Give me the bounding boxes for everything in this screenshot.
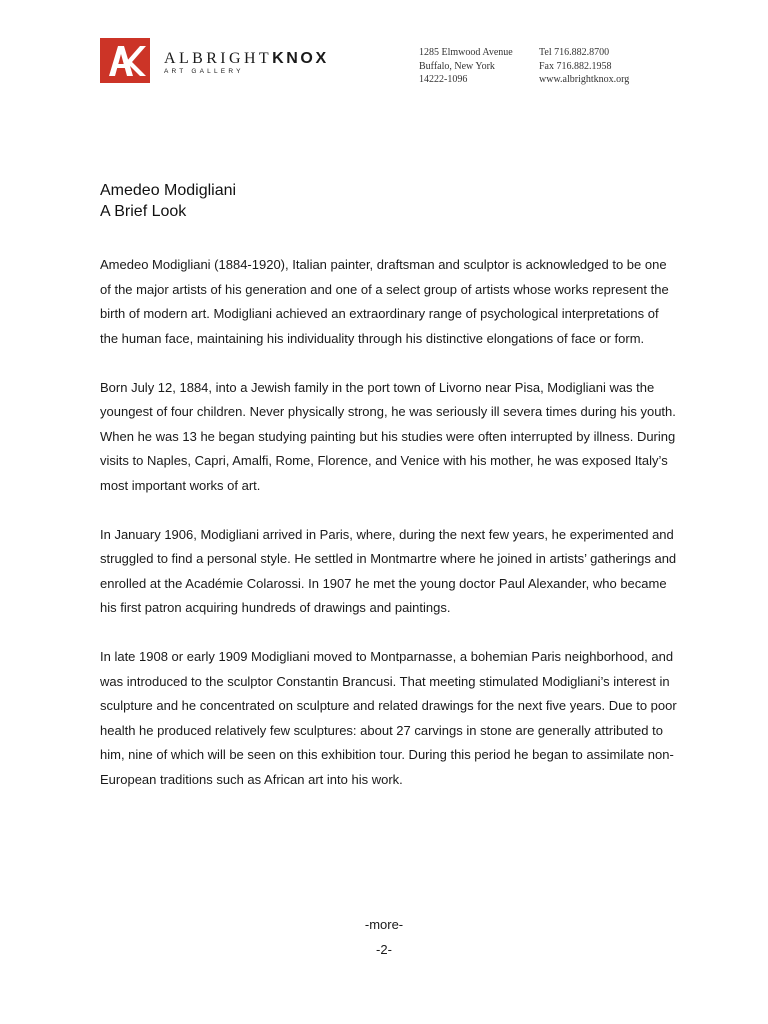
phone-number: Tel 716.882.8700 bbox=[539, 47, 610, 58]
brand-name-bold: KNOX bbox=[272, 50, 329, 67]
paragraph: Amedeo Modigliani (1884-1920), Italian painter, draftsman and sculptor is acknowledged to be one of the major artists of his generation and one of a select group of artists whose works represent the birth of modern art. Modigliani achieved an extraordinary range of psychological interpretations of the human face, maintaining his individuality through his distinctive elongations of face or form. bbox=[100, 257, 669, 346]
paragraph: Born July 12, 1884, into a Jewish family in the port town of Livorno near Pisa, Modigliani was the youngest of four children. Never physically strong, he was seriously ill severa times during his youth. When he was 13 he began studying painting but his studies were often interrupted by illness. During visits to Naples, Capri, Amalfi, Rome, Florence, and Venice with his mother, he was exposed Italy’s most important works of art. bbox=[100, 379, 676, 493]
letterhead bbox=[0, 0, 768, 100]
paragraph: In late 1908 or early 1909 Modigliani moved to Montparnasse, a bohemian Paris neighborhood, and was introduced to the sculptor Constantin Brancusi. That meeting stimulated Modigliani’s interest in sculpture and he concentrated on sculpture and related drawings for the next five years. Due to poor health he produced relatively few sculptures: about 27 carvings in stone are generally attributed to him, nine of which will be seen on this exhibition tour. During this period he began to assimilate non-European traditions such as African art into his work. bbox=[100, 649, 677, 787]
document-body bbox=[100, 180, 680, 792]
website-link[interactable]: www.albrightknox.org bbox=[539, 74, 630, 85]
more-indicator: -more- bbox=[364, 917, 404, 932]
title-line-1: Amedeo Modigliani bbox=[100, 182, 237, 199]
title-line-2: A Brief Look bbox=[100, 203, 187, 220]
page-number: -2- bbox=[376, 942, 392, 957]
paragraph: In January 1906, Modigliani arrived in Paris, where, during the next few years, he experimented and struggled to find a personal style. He settled in Montmartre where he joined in artists’ gatherings and enrolled at the Académie Colarossi. In 1907 he met the young doctor Paul Alexander, who became his first patron acquiring hundreds of drawings and paintings. bbox=[100, 526, 677, 615]
fax-number: Fax 716.882.1958 bbox=[539, 60, 612, 72]
address-line: 1285 Elmwood Avenue bbox=[419, 47, 513, 58]
contact-block bbox=[539, 46, 629, 87]
address-block bbox=[419, 46, 513, 87]
brand-wordmark bbox=[164, 50, 329, 76]
brand-name bbox=[164, 50, 329, 67]
brand-subtitle: ART GALLERY bbox=[164, 68, 244, 75]
address-line: Buffalo, New York bbox=[419, 60, 495, 72]
brand-name-light: ALBRIGHT bbox=[164, 50, 273, 67]
albright-knox-logo-icon bbox=[100, 38, 150, 83]
document-title bbox=[100, 180, 680, 222]
address-line: 14222-1096 bbox=[419, 74, 468, 85]
